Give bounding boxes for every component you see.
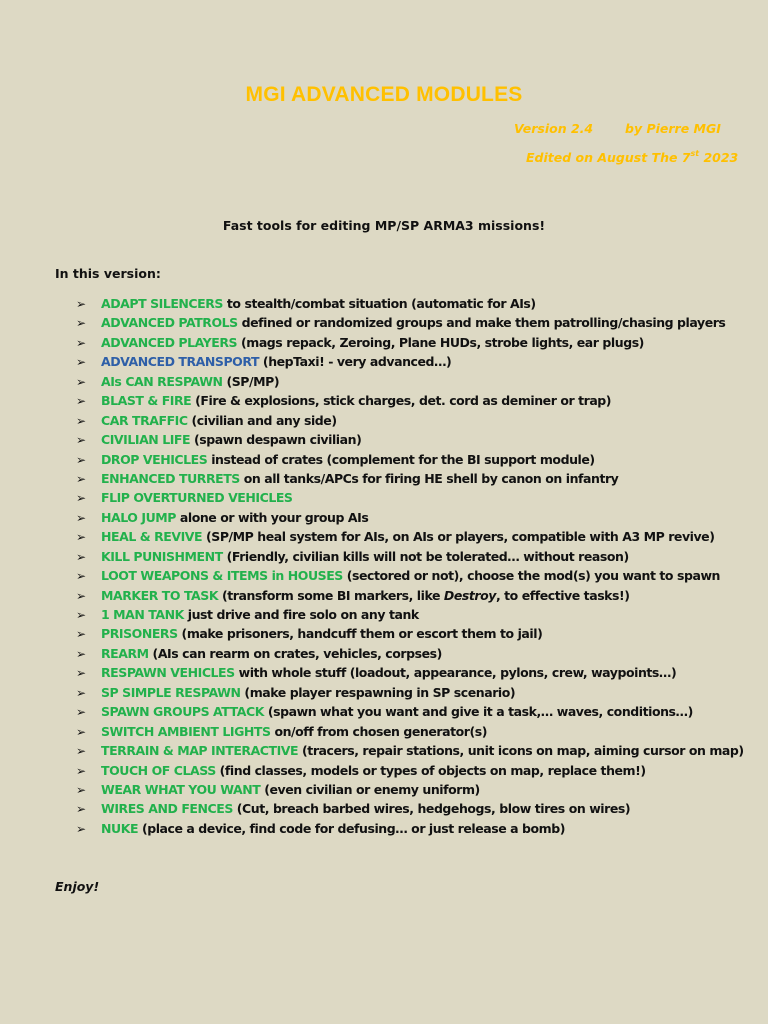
module-name: BLAST & FIRE — [101, 393, 192, 409]
edited-date-year: 2023 — [699, 150, 739, 166]
module-list-item — [76, 352, 744, 371]
module-name: RESPAWN VEHICLES — [101, 665, 235, 681]
arrow-bullet-icon: ➢ — [76, 724, 86, 739]
module-description: defined or randomized groups and make them patrolling/chasing players — [237, 315, 726, 331]
arrow-bullet-icon: ➢ — [76, 646, 86, 661]
module-description: (hepTaxi! - very advanced…) — [259, 354, 452, 370]
module-name: SWITCH AMBIENT LIGHTS — [101, 723, 271, 739]
module-list-item — [76, 313, 744, 332]
module-name: ADAPT SILENCERS — [101, 296, 223, 311]
edited-date-label — [526, 150, 738, 165]
module-list-item — [76, 333, 744, 352]
module-name: ADVANCED PATROLS — [101, 315, 238, 331]
module-list-item — [76, 741, 744, 760]
module-name: ENHANCED TURRETS — [101, 470, 240, 486]
module-name: MARKER TO TASK — [101, 587, 219, 603]
module-description: (find classes, models or types of objects on map, replace them!) — [215, 762, 646, 778]
module-description-emphasis: Destroy — [443, 587, 496, 603]
module-list-item — [76, 430, 744, 449]
arrow-bullet-icon: ➢ — [76, 744, 86, 759]
module-description: just drive and fire solo on any tank — [183, 607, 419, 622]
module-name: NUKE — [101, 820, 139, 836]
module-name: HEAL & REVIVE — [101, 529, 203, 545]
module-description: (Fire & explosions, stick charges, det. cord as deminer or trap) — [191, 393, 612, 409]
module-description: (SP/MP) — [222, 373, 280, 389]
arrow-bullet-icon: ➢ — [76, 705, 86, 720]
module-description: (make prisoners, handcuff them or escort them to jail) — [177, 626, 543, 642]
module-name: WEAR WHAT YOU WANT — [101, 781, 261, 797]
module-list-item — [76, 624, 744, 643]
arrow-bullet-icon: ➢ — [76, 471, 86, 486]
module-description: (AIs can rearm on crates, vehicles, corpses) — [148, 645, 442, 661]
module-description: (even civilian or enemy uniform) — [260, 781, 480, 797]
module-name: HALO JUMP — [101, 509, 176, 525]
module-name: CIVILIAN LIFE — [101, 432, 191, 448]
module-name: CAR TRAFFIC — [101, 412, 188, 428]
arrow-bullet-icon: ➢ — [76, 355, 86, 370]
module-name: AIs CAN RESPAWN — [101, 373, 223, 389]
module-list-item — [76, 722, 744, 741]
module-list-item — [76, 411, 744, 430]
module-description: (SP/MP heal system for AIs, on AIs or players, compatible with A3 MP revive) — [202, 529, 715, 545]
arrow-bullet-icon: ➢ — [76, 491, 86, 506]
module-list-item — [76, 586, 744, 605]
module-name: PRISONERS — [101, 626, 178, 642]
module-list-item — [76, 527, 744, 546]
module-list-item — [76, 683, 744, 702]
module-list-item — [76, 450, 744, 469]
arrow-bullet-icon: ➢ — [76, 685, 86, 700]
module-list-item — [76, 372, 744, 391]
arrow-bullet-icon: ➢ — [76, 452, 86, 467]
arrow-bullet-icon: ➢ — [76, 433, 86, 448]
module-description: with whole stuff (loadout, appearance, pylons, crew, waypoints…) — [234, 665, 677, 681]
module-description: (spawn what you want and give it a task,… waves, conditions…) — [263, 704, 693, 720]
module-list-item — [76, 605, 744, 624]
arrow-bullet-icon: ➢ — [76, 763, 86, 778]
module-list-item — [76, 508, 744, 527]
module-name: ADVANCED PLAYERS — [101, 334, 238, 350]
module-list-item — [76, 469, 744, 488]
arrow-bullet-icon: ➢ — [76, 413, 86, 428]
arrow-bullet-icon: ➢ — [76, 608, 86, 622]
module-list-item — [76, 761, 744, 780]
module-list-item — [76, 799, 744, 818]
arrow-bullet-icon: ➢ — [76, 627, 86, 642]
edited-date-prefix: Edited on August The 7 — [526, 150, 691, 166]
module-description: (sectored or not), choose the mod(s) you want to spawn — [342, 568, 720, 584]
arrow-bullet-icon: ➢ — [76, 569, 86, 584]
module-list-item — [76, 391, 744, 410]
module-name: KILL PUNISHMENT — [101, 548, 223, 564]
module-description: to stealth/combat situation (automatic for AIs) — [222, 296, 536, 311]
module-name: TERRAIN & MAP INTERACTIVE — [101, 743, 299, 759]
module-description: (Friendly, civilian kills will not be tolerated… without reason) — [222, 548, 629, 564]
module-list-item — [76, 547, 744, 566]
arrow-bullet-icon: ➢ — [76, 821, 86, 836]
module-list-item — [76, 819, 744, 838]
module-description: (make player respawning in SP scenario) — [240, 684, 516, 700]
module-description: (place a device, find code for defusing… or just release a bomb) — [138, 820, 565, 836]
module-name: REARM — [101, 645, 149, 661]
module-name: ADVANCED TRANSPORT — [101, 354, 260, 370]
arrow-bullet-icon: ➢ — [76, 549, 86, 564]
module-name: LOOT WEAPONS & ITEMS in HOUSES — [101, 568, 343, 584]
module-name: SP SIMPLE RESPAWN — [101, 684, 241, 700]
arrow-bullet-icon: ➢ — [76, 588, 86, 603]
module-description: (transform some BI markers, like — [218, 587, 444, 603]
author-label: by Pierre MGI — [625, 121, 721, 136]
module-list-item — [76, 663, 744, 682]
arrow-bullet-icon: ➢ — [76, 510, 86, 525]
module-description: on/off from chosen generator(s) — [270, 723, 487, 739]
module-list — [76, 294, 744, 838]
intro-heading: In this version: — [55, 266, 161, 281]
arrow-bullet-icon: ➢ — [76, 394, 86, 409]
module-description: (tracers, repair stations, unit icons on map, aiming cursor on map) — [298, 743, 744, 759]
module-name: FLIP OVERTURNED VEHICLES — [101, 490, 293, 506]
module-name: DROP VEHICLES — [101, 451, 208, 467]
module-list-item — [76, 294, 744, 313]
module-list-item — [76, 488, 744, 507]
version-label: Version 2.4 — [514, 121, 594, 136]
arrow-bullet-icon: ➢ — [76, 802, 86, 817]
arrow-bullet-icon: ➢ — [76, 666, 86, 681]
module-description: on all tanks/APCs for firing HE shell by canon on infantry — [239, 470, 619, 486]
module-name: TOUCH OF CLASS — [101, 762, 216, 778]
module-list-item — [76, 780, 744, 799]
module-name: 1 MAN TANK — [101, 607, 184, 622]
document-subtitle: Fast tools for editing MP/SP ARMA3 missions! — [222, 218, 546, 233]
module-description: (civilian and any side) — [187, 412, 337, 428]
module-name: SPAWN GROUPS ATTACK — [101, 704, 264, 720]
arrow-bullet-icon: ➢ — [76, 316, 86, 331]
module-description: (spawn despawn civilian) — [190, 432, 362, 448]
arrow-bullet-icon: ➢ — [76, 297, 86, 311]
arrow-bullet-icon: ➢ — [76, 530, 86, 545]
module-list-item — [76, 702, 744, 721]
closing-text: Enjoy! — [55, 879, 100, 894]
module-description: alone or with your group AIs — [176, 509, 369, 525]
module-name: WIRES AND FENCES — [101, 801, 233, 817]
module-list-item — [76, 566, 744, 585]
arrow-bullet-icon: ➢ — [76, 782, 86, 797]
arrow-bullet-icon: ➢ — [76, 335, 86, 350]
module-description-tail: , to effective tasks!) — [495, 587, 630, 603]
arrow-bullet-icon: ➢ — [76, 374, 86, 389]
document-title: MGI ADVANCED MODULES — [245, 83, 523, 106]
module-description: instead of crates (complement for the BI support module) — [207, 451, 595, 467]
edited-date-ordinal: st — [690, 149, 700, 158]
module-description: (Cut, breach barbed wires, hedgehogs, blow tires on wires) — [232, 801, 631, 817]
module-description: (mags repack, Zeroing, Plane HUDs, strobe lights, ear plugs) — [237, 334, 644, 350]
module-list-item — [76, 644, 744, 663]
